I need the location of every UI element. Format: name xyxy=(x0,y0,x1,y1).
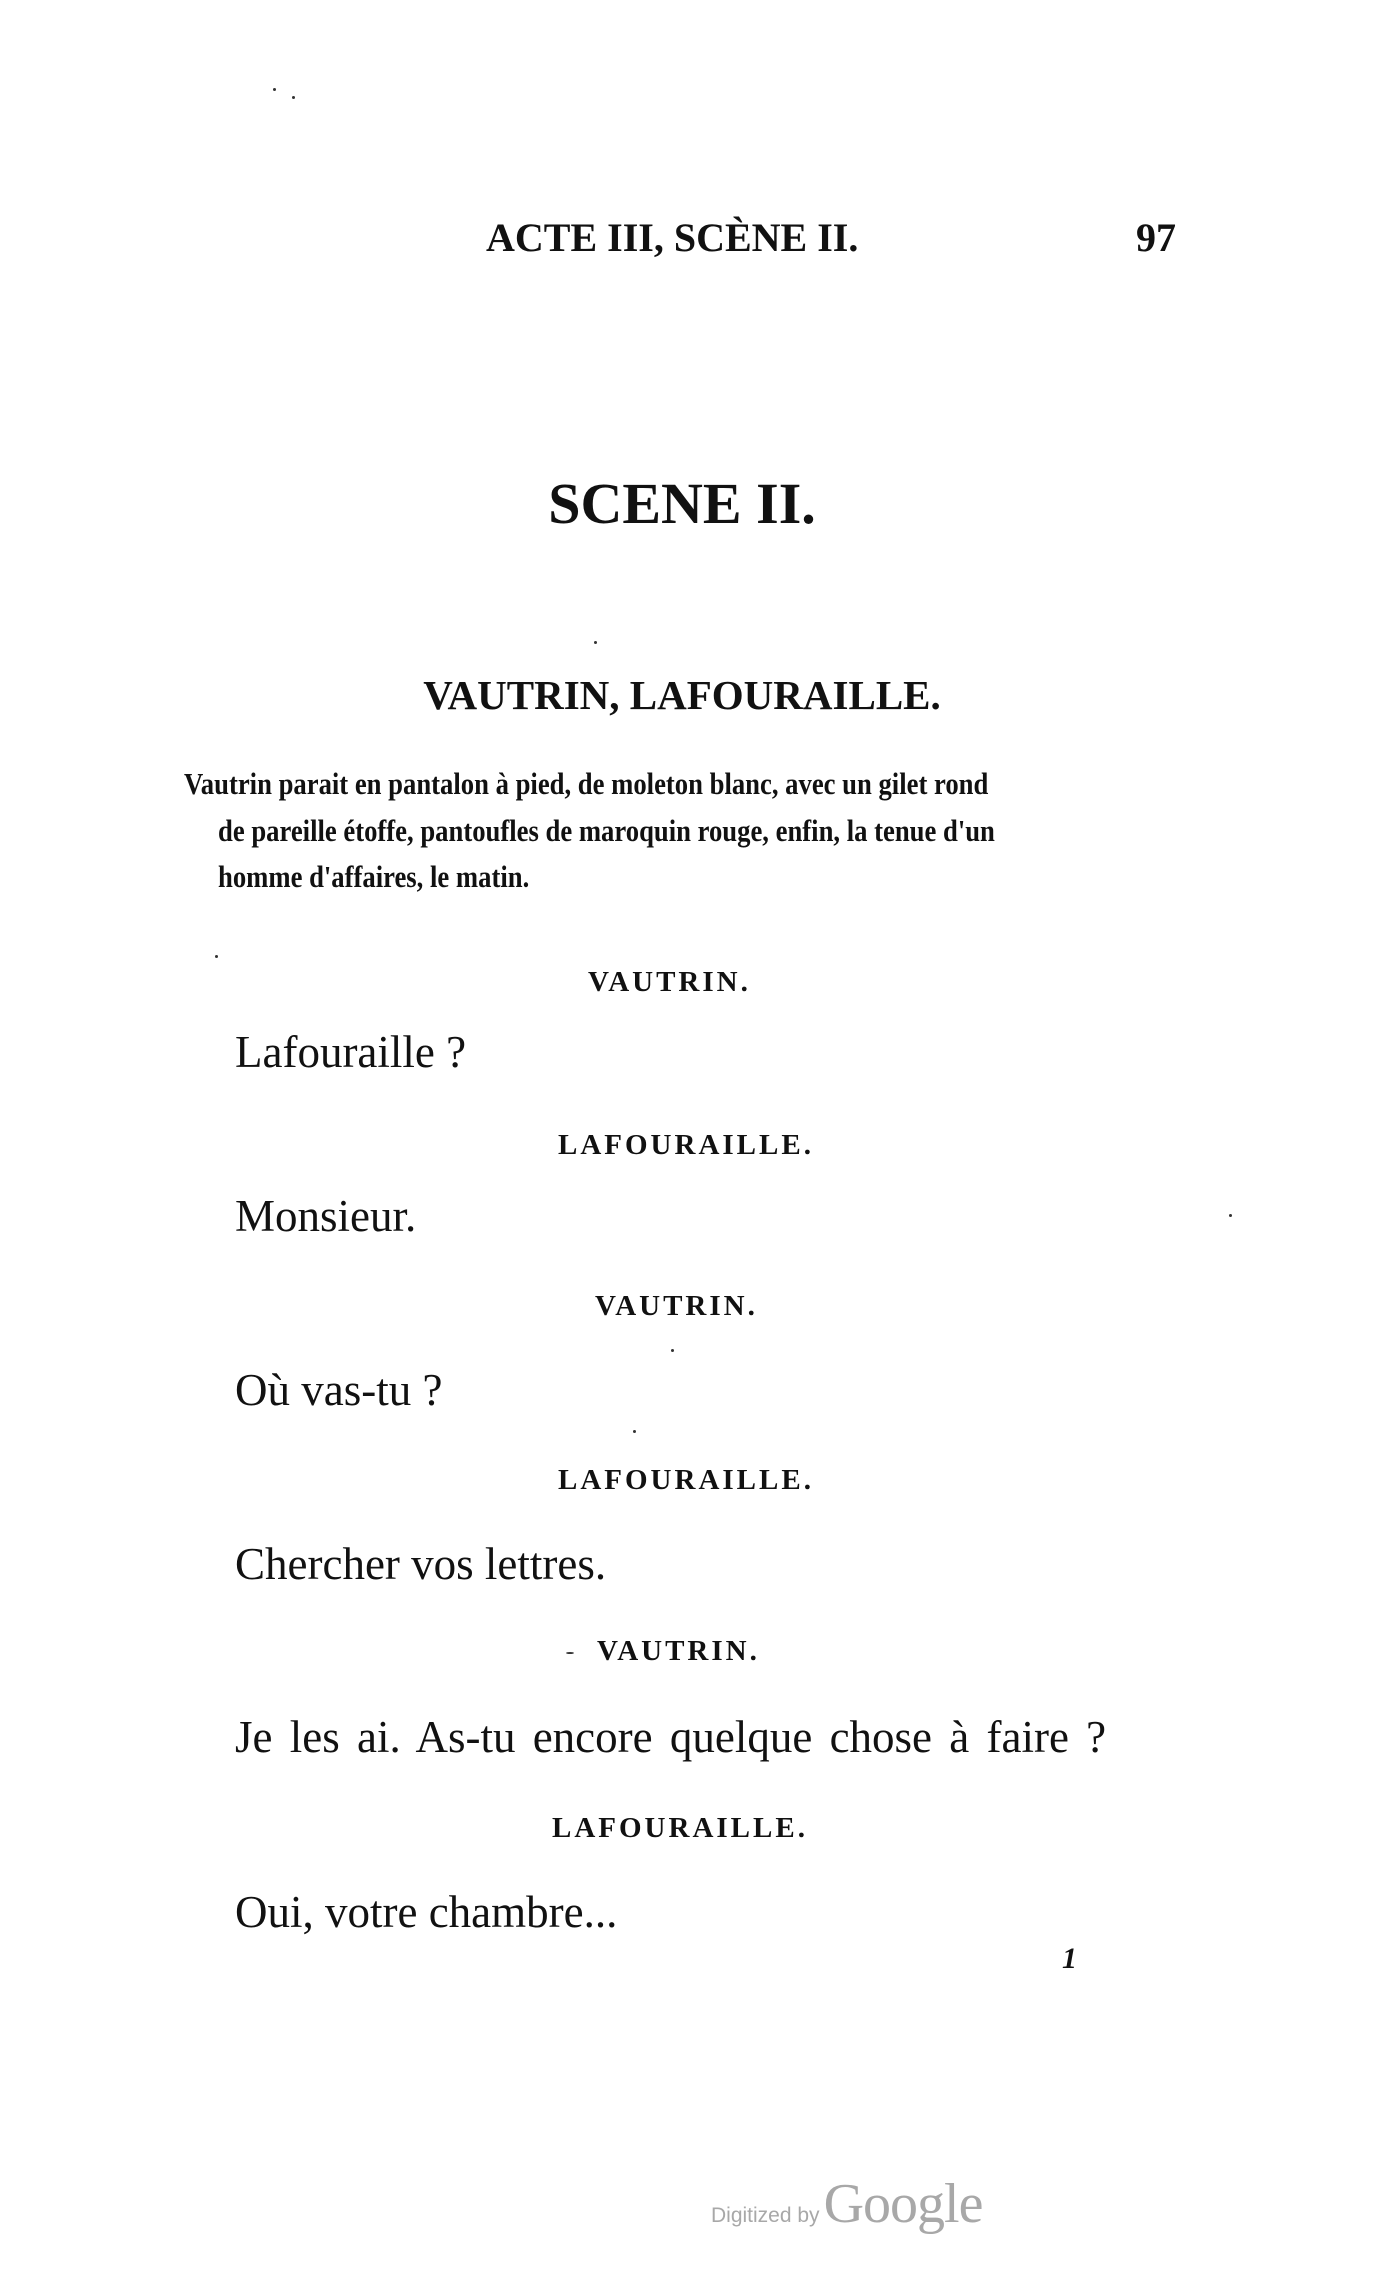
characters-heading: VAUTRIN, LAFOURAILLE. xyxy=(423,672,941,718)
scan-speck xyxy=(292,96,295,99)
speaker-name: VAUTRIN. xyxy=(595,1290,758,1322)
dialogue-line: Où vas-tu ? xyxy=(235,1365,443,1415)
google-logo: Google xyxy=(823,2173,983,2235)
speaker-name: VAUTRIN. xyxy=(588,966,751,998)
scan-speck xyxy=(566,1652,574,1654)
speaker-name: LAFOURAILLE. xyxy=(558,1129,814,1161)
stage-direction-line: homme d'affaires, le matin. xyxy=(218,859,530,894)
running-header-title: ACTE III, SCÈNE II. xyxy=(486,215,859,260)
watermark-prefix: Digitized by xyxy=(711,2204,820,2227)
scan-speck xyxy=(273,88,276,91)
dialogue-line: Je les ai. As-tu encore quelque chose à faire ? xyxy=(235,1712,1107,1762)
scene-title: SCENE II. xyxy=(548,471,816,536)
speaker-name: LAFOURAILLE. xyxy=(552,1812,808,1844)
digitized-by-google-watermark xyxy=(711,2172,982,2236)
dialogue-line: Oui, votre chambre... xyxy=(235,1887,618,1937)
dialogue-line: Lafouraille ? xyxy=(235,1027,467,1077)
speaker-name: LAFOURAILLE. xyxy=(558,1464,814,1496)
scan-speck xyxy=(215,955,218,958)
dialogue-line: Monsieur. xyxy=(235,1191,417,1241)
speaker-name: VAUTRIN. xyxy=(597,1635,760,1667)
scan-speck xyxy=(1229,1214,1232,1217)
signature-mark: 1 xyxy=(1062,1942,1077,1975)
stage-direction-line: de pareille étoffe, pantoufles de maroquin rouge, enfin, la tenue d'un xyxy=(218,813,995,848)
scan-speck xyxy=(594,641,597,644)
page-number: 97 xyxy=(1136,215,1176,260)
stage-direction-line: Vautrin parait en pantalon à pied, de moleton blanc, avec un gilet rond xyxy=(184,766,989,801)
scan-speck xyxy=(633,1430,636,1433)
scan-speck xyxy=(671,1349,674,1352)
dialogue-line: Chercher vos lettres. xyxy=(235,1539,607,1589)
